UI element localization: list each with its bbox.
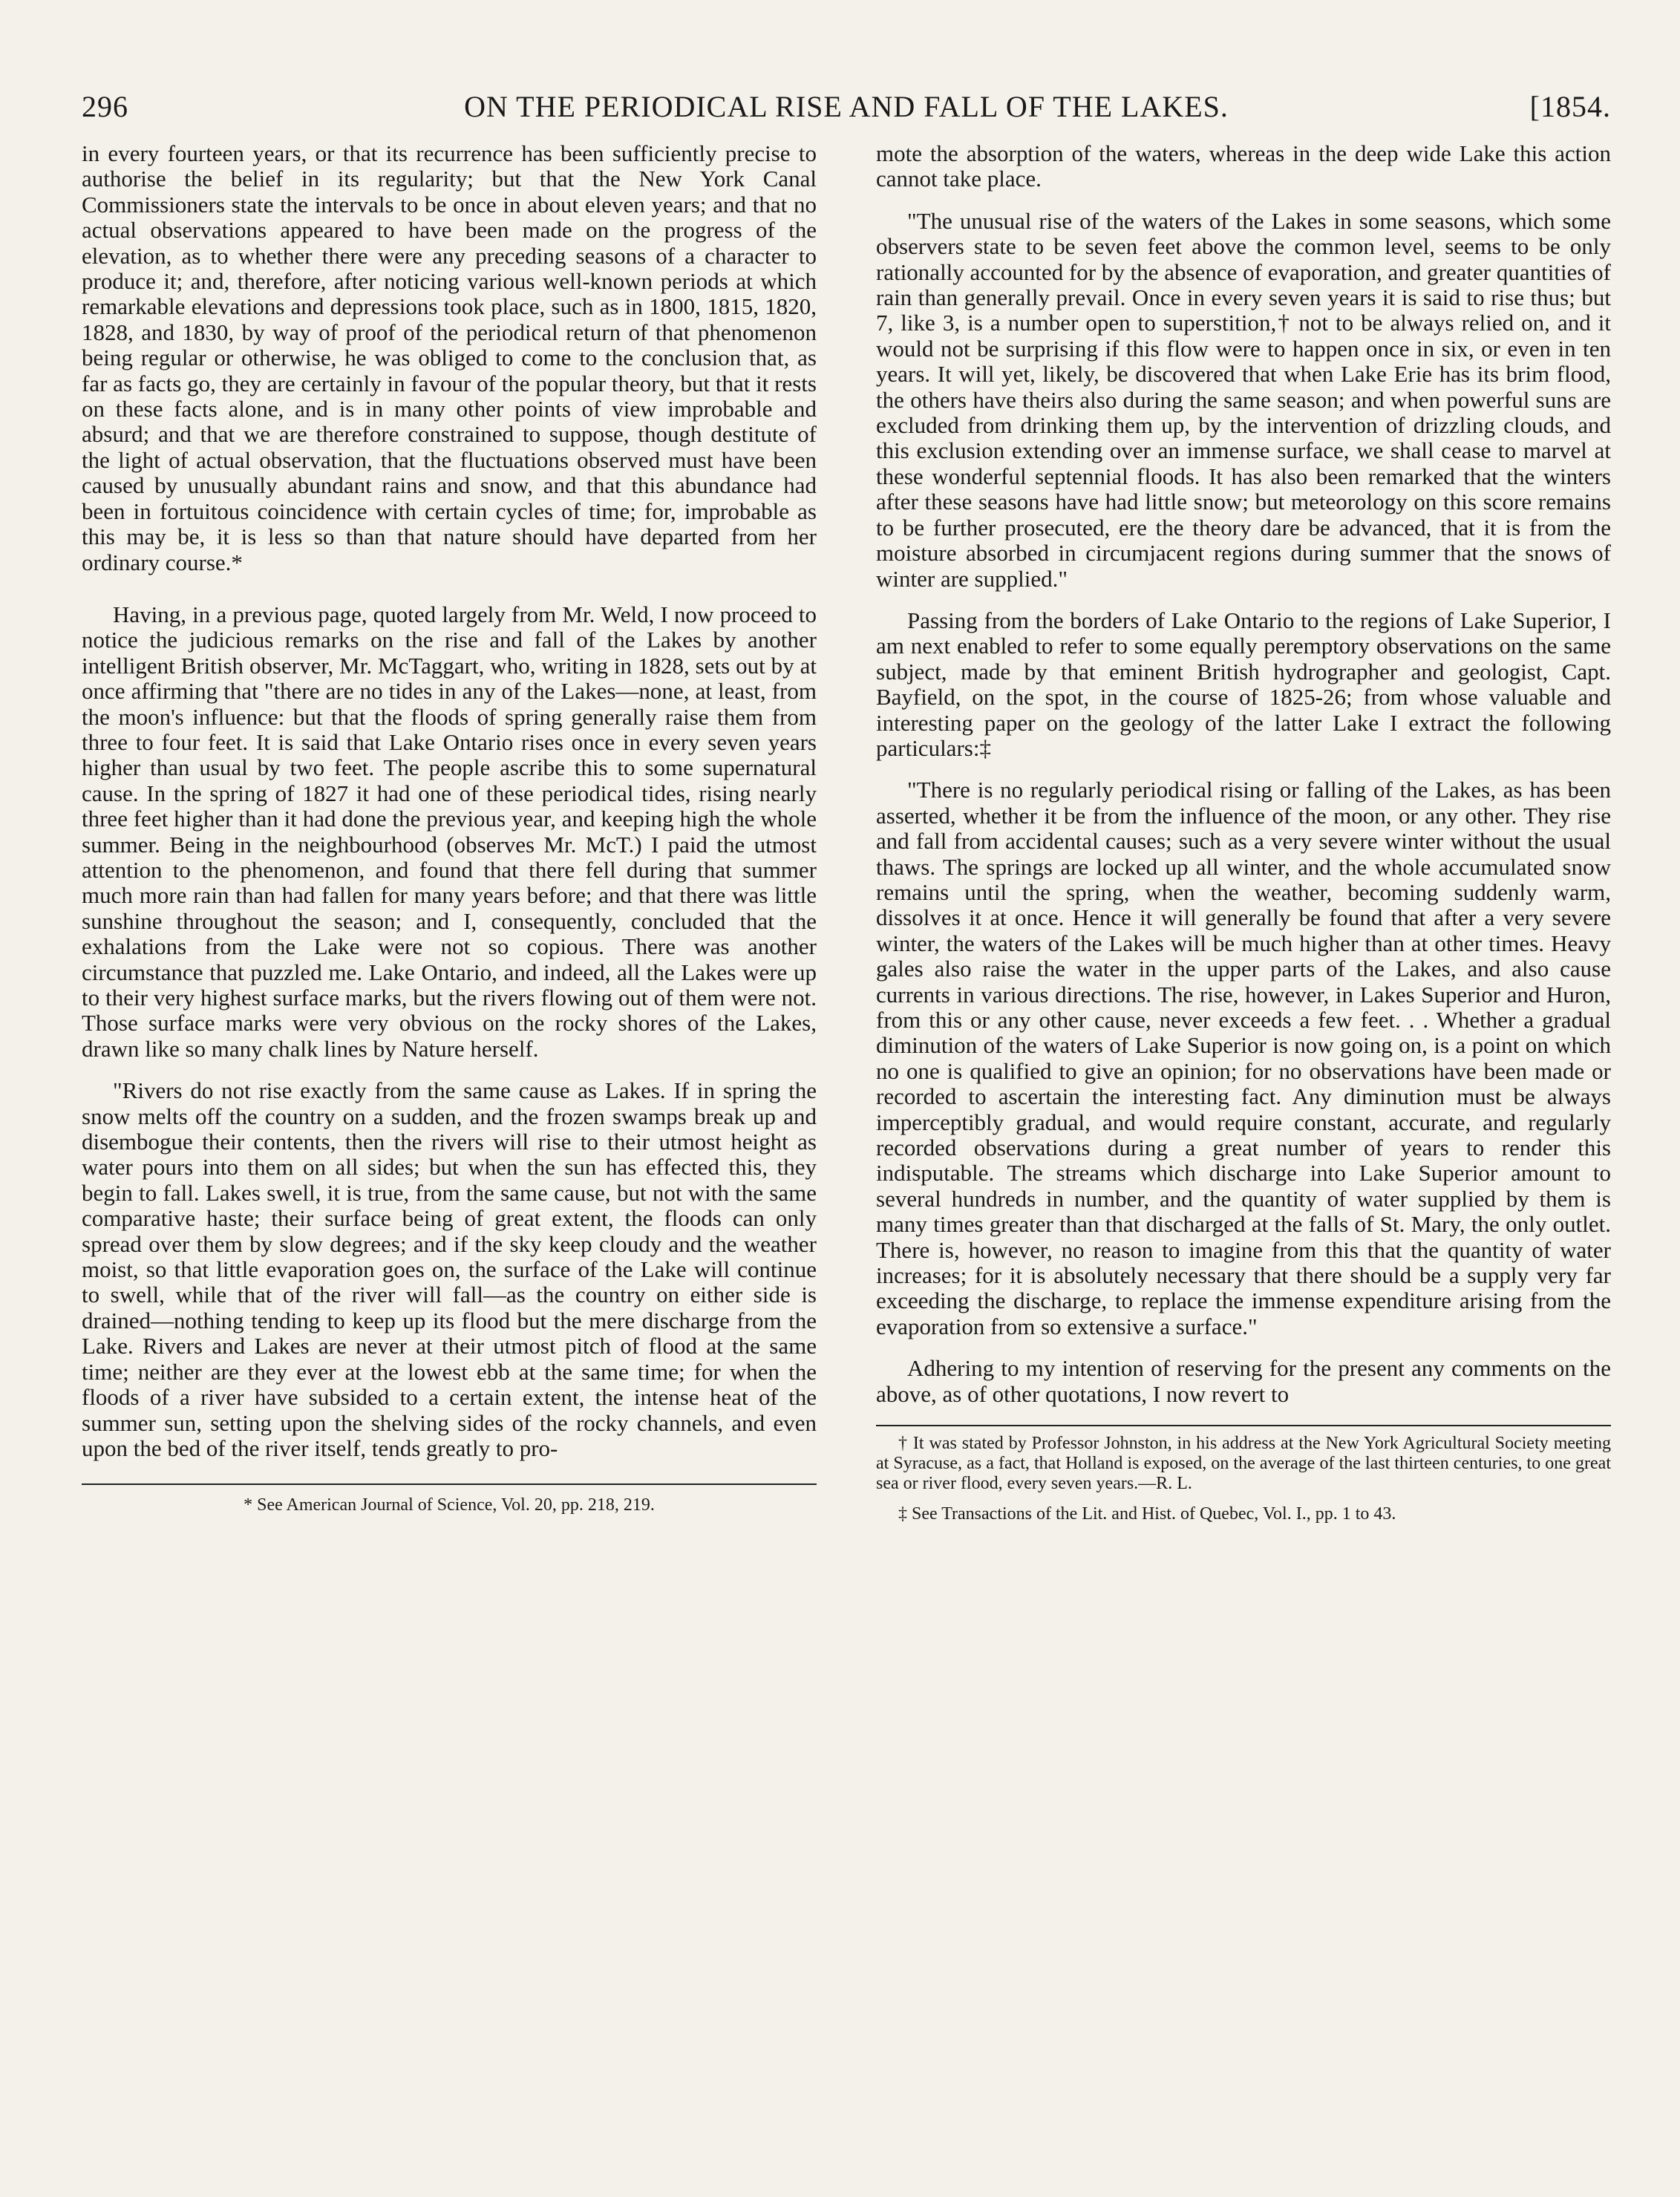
paragraph: "There is no regularly periodical rising or falling of the Lakes, as has been asserted, whether it be from the influence of the moon, or any other. They rise and fall from accidental causes; such as a very severe winter without the usual thaws. The springs are locked up all winter, and the whole accumulated snow remains until the spring, when the weather, becoming suddenly warm, dissolves it at once. Hence it will generally be found that after a very severe winter, the waters of the Lakes will be much higher than at other times. Heavy gales also raise the water in the upper parts of the Lakes, and also cause currents in various directions. The rise, however, in Lakes Superior and Huron, from this or any other cause, never exceeds a few feet. . . Whether a gradual diminution of the waters of Lake Superior is now going on, is a point on which no one is qualified to give an opinion; for no observations have been made or recorded to ascertain the interesting fact. Any diminution must be always imperceptibly gradual, and would require constant, accurate, and regularly recorded observations during a great number of years to render this indisputable. The streams which discharge into Lake Superior amount to several hundreds in number, and the quantity of water supplied by them is many times greater than that discharged at the falls of St. Mary, the only outlet. There is, however, no reason to imagine from this that the quantity of water increases; for it is absolutely necessary that there should be a supply very far exceeding the discharge, to replace the immense expenditure arising from the evaporation from so extensive a surface." — [876, 777, 1611, 1339]
left-column — [82, 141, 817, 2161]
page — [82, 89, 1611, 2161]
paragraph: Passing from the borders of Lake Ontario to the regions of Lake Superior, I am next enabled to refer to some equally peremptory observations on the same subject, made by that eminent British hydrographer and geologist, Capt. Bayfield, on the spot, in the course of 1825-26; from whose valuable and interesting paper on the geology of the latter Lake I extract the following particulars:‡ — [876, 607, 1611, 761]
page-number: 296 — [82, 90, 128, 123]
running-title: ON THE PERIODICAL RISE AND FALL OF THE LAKES. — [464, 90, 1229, 123]
footnote: * See American Journal of Science, Vol. 20, pp. 218, 219. — [243, 1495, 655, 1515]
paragraph: mote the absorption of the waters, whereas in the deep wide Lake this action cannot take place. — [876, 141, 1611, 192]
text-columns — [82, 141, 1611, 2161]
footnote-rule — [82, 1483, 817, 1485]
running-header — [82, 89, 1611, 141]
paragraph: Adhering to my intention of reserving for the present any comments on the above, as of other quotations, I now revert to — [876, 1355, 1611, 1407]
paragraph: in every fourteen years, or that its recurrence has been sufficiently precise to authorise the belief in its regularity; but that the New York Canal Commissioners state the intervals to be once in about eleven years; and that no actual observations appeared to have been made on the progress of the elevation, as to whether there were any preceding seasons of a character to produce it; and, therefore, after noticing various well-known periods at which remarkable elevations and depressions took place, such as in 1800, 1815, 1820, 1828, and 1830, by way of proof of the periodical return of that phenomenon being regular or otherwise, he was obliged to come to the conclusion that, as far as facts go, they are certainly in favour of the popular theory, but that it rests on these facts alone, and is in many other points of view improbable and absurd; and that we are therefore constrained to suppose, though destitute of the light of actual observation, that the fluctuations observed must have been caused by unusually abundant rains and snow, and that this abundance had been in fortuitous coincidence with certain cycles of time; for, improbable as this may be, it is less so than that nature should have departed from her ordinary course.* — [82, 141, 817, 575]
right-column — [876, 141, 1611, 2161]
footnote: † It was stated by Professor Johnston, in his address at the New York Agricultural Society meeting at Syracuse, as a fact, that Holland is exposed, on the average of the last thirteen centuries, to one great sea or river flood, every seven years.—R. L. — [876, 1434, 1611, 1494]
paragraph: Having, in a previous page, quoted largely from Mr. Weld, I now proceed to notice the judicious remarks on the rise and fall of the Lakes by another intelligent British observer, Mr. McTaggart, who, writing in 1828, sets out by at once affirming that "there are no tides in any of the Lakes—none, at least, from the moon's influence: but that the floods of spring generally raise them from three to four feet. It is said that Lake Ontario rises once in every seven years higher than usual by two feet. The people ascribe this to some supernatural cause. In the spring of 1827 it had one of these periodical tides, rising nearly three feet higher than it had done the previous year, and keeping high the whole summer. Being in the neighbourhood (observes Mr. McT.) I paid the utmost attention to the phenomenon, and found that there fell during that summer much more rain than had fallen for many years before; and that there was little sunshine throughout the season; and I, consequently, concluded that the exhalations from the Lake were not so copious. There was another circumstance that puzzled me. Lake Ontario, and indeed, all the Lakes were up to their very highest surface marks, but the rivers flowing out of them were not. Those surface marks were very obvious on the rocky shores of the Lakes, drawn like so many chalk lines by Nature herself. — [82, 601, 817, 1062]
year-label: [1854. — [1529, 90, 1611, 123]
footnote-rule — [876, 1425, 1611, 1426]
footnote: ‡ See Transactions of the Lit. and Hist. of Quebec, Vol. I., pp. 1 to 43. — [898, 1504, 1396, 1524]
paragraph: "The unusual rise of the waters of the Lakes in some seasons, which some observers state to be seven feet above the common level, seems to be only rationally accounted for by the absence of evaporation, and greater quantities of rain than generally prevail. Once in every seven years it is said to rise thus; but 7, like 3, is a number open to superstition,† not to be always relied on, and it would not be surprising if this flow were to happen once in six, or even in ten years. It will yet, likely, be discovered that when Lake Erie has its brim flood, the others have theirs also during the same season; and when powerful suns are excluded from drinking them up, by the intervention of drizzling clouds, and this exclusion extending over an immense surface, we shall cease to marvel at these wonderful septennial floods. It has also been remarked that the winters after these seasons have had little snow; but meteorology on this score remains to be further prosecuted, ere the theory dare be advanced, that it is from the moisture absorbed in circumjacent regions during summer that the snows of winter are supplied." — [876, 207, 1611, 592]
paragraph: "Rivers do not rise exactly from the same cause as Lakes. If in spring the snow melts off the country on a sudden, and the frozen swamps break up and disembogue their contents, then the rivers will rise to their utmost height as water pours into them on all sides; but when the sun has effected this, they begin to fall. Lakes swell, it is true, from the same cause, but not with the same comparative haste; their surface being of great extent, the floods can only spread over them by slow degrees; and if the sky keep cloudy and the weather moist, so that little evaporation goes on, the surface of the Lake will continue to swell, while that of the river will fall—as the country on either side is drained—nothing tending to keep up its flood but the mere discharge from the Lake. Rivers and Lakes are never at their utmost pitch of flood at the same time; neither are they ever at the lowest ebb at the same time; for when the floods of a river have subsided to a certain extent, the intense heat of the summer sun, setting upon the shelving sides of the rocky channels, and even upon the bed of the river itself, tends greatly to pro- — [82, 1077, 817, 1461]
